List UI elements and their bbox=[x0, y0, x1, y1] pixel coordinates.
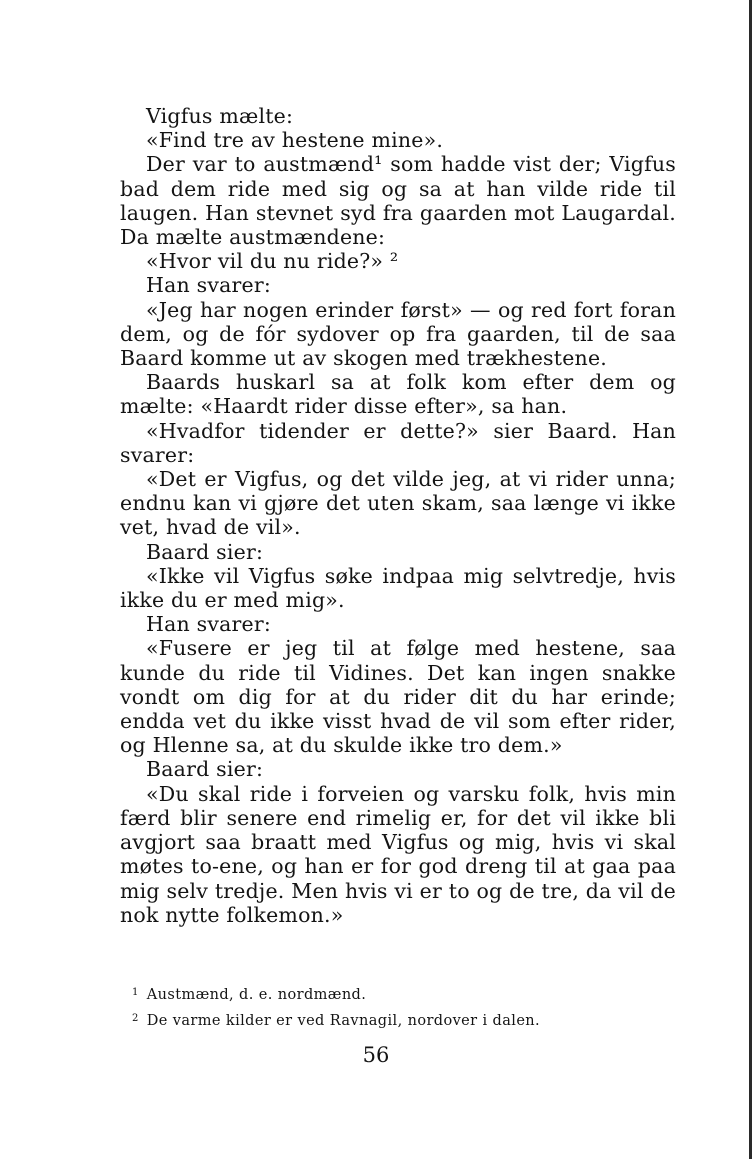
footnote-1 bbox=[132, 981, 652, 1007]
paragraph-8: «Hvadfor tidender er dette?» sier Baard. Han svarer: bbox=[120, 418, 676, 467]
paragraph-2: «Find tre av hestene mine». bbox=[146, 128, 444, 153]
paragraph-10: Baard sier: bbox=[146, 539, 264, 564]
paragraph-14: Baard sier: bbox=[146, 757, 264, 782]
paragraph-7: Baards huskarl sa at folk kom efter dem og mælte: «Haardt rider disse efter», sa han. bbox=[120, 370, 676, 419]
footnote-text: Austmænd, d. e. nordmænd. bbox=[146, 987, 367, 1003]
page-number: 56 bbox=[362, 1043, 390, 1067]
paragraph-3: Der var to austmænd¹ som hadde vist der; Vigfus bad dem ride med sig og sa at han vilde ride til laugen. Han stevnet syd fra gaarden mot Laugardal. Da mælte austmændene: bbox=[120, 152, 676, 250]
paragraph-15: «Du skal ride i forveien og varsku folk, hvis min færd blir senere end rimelig er, for det vil ikke bli avgjort saa braatt med Vigfus og mig, hvis vi skal møtes to-ene, og han er for god dreng til at gaa paa mig selv tredje. Men hvis vi er to og de tre, da vil de nok nytte folkemon.» bbox=[120, 781, 676, 927]
footnote-marker: 1 bbox=[132, 987, 139, 998]
paragraph-13: «Fusere er jeg til at følge med hestene, saa kunde du ride til Vidines. Det kan ingen snakke vondt om dig for at du rider dit du har erinde; endda vet du ikke visst hvad de vil som efter rider, og Hlenne sa, at du skulde ikke tro dem.» bbox=[120, 636, 676, 758]
footnotes bbox=[132, 981, 652, 1033]
paragraph-6: «Jeg har nogen erinder først» — og red fort foran dem, og de fór sydover op fra gaarden, til de saa Baard komme ut av skogen med trækhestene. bbox=[120, 297, 676, 371]
footnote-2 bbox=[132, 1007, 652, 1033]
paragraph-12: Han svarer: bbox=[146, 612, 271, 637]
paragraph-9: «Det er Vigfus, og det vilde jeg, at vi rider unna; endnu kan vi gjøre det uten skam, saa længe vi ikke vet, hvad de vil». bbox=[120, 467, 676, 540]
paragraph-4: «Hvor vil du nu ride?» ² bbox=[146, 249, 399, 274]
paragraph-11: «Ikke vil Vigfus søke indpaa mig selvtredje, hvis ikke du er med mig». bbox=[120, 563, 676, 613]
footnote-text: De varme kilder er ved Ravnagil, nordover i dalen. bbox=[146, 1013, 541, 1029]
body-text bbox=[120, 104, 676, 927]
paragraph-1: Vigfus mælte: bbox=[146, 104, 294, 128]
footnote-marker: 2 bbox=[132, 1013, 139, 1024]
paragraph-5: Han svarer: bbox=[146, 273, 271, 298]
